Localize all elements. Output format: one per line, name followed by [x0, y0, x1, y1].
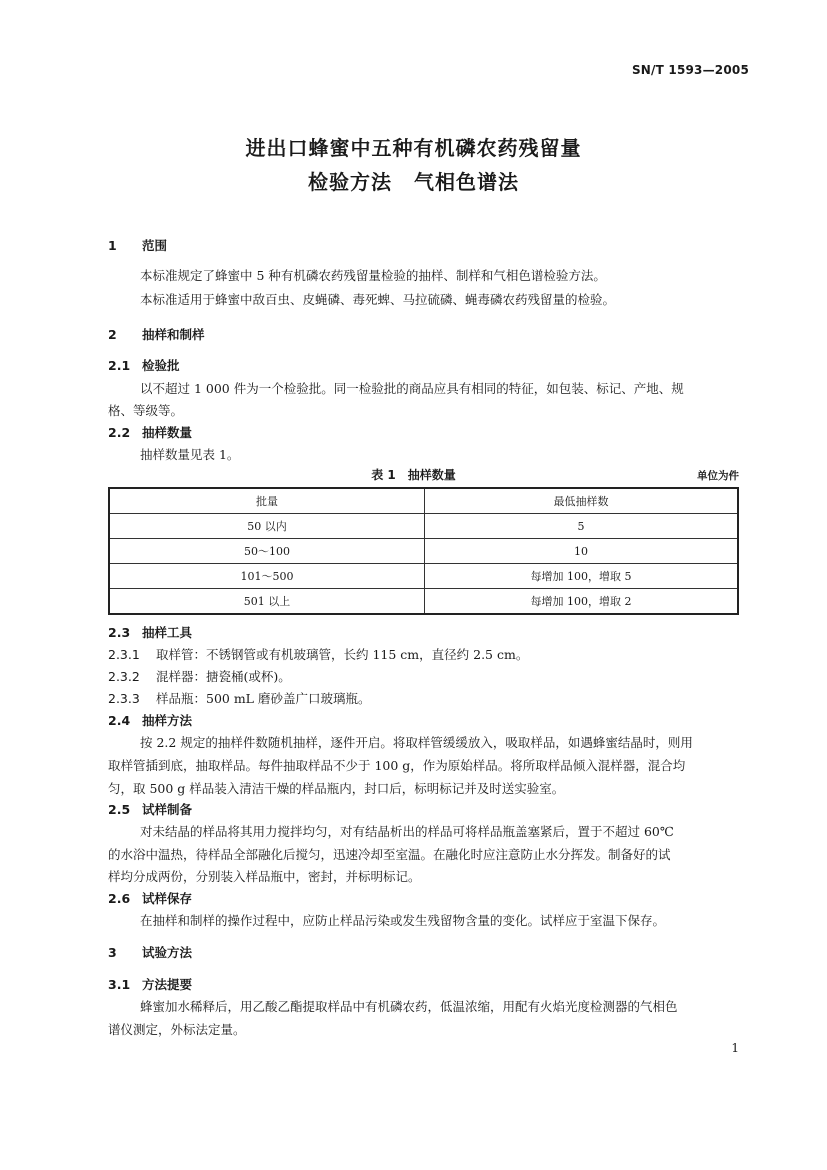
section-2-1-heading: 2.1 检验批 — [108, 358, 180, 373]
table-row — [109, 564, 738, 589]
table-cell: 每增加 100，增取 5 — [425, 564, 739, 589]
section-2-3-3-item: 2.3.3 样品瓶：500 mL 磨砂盖广口玻璃瓶。 — [108, 691, 371, 706]
section-2-3-1-item: 2.3.1 取样管：不锈钢管或有机玻璃管，长约 115 cm，直径约 2.5 cm。 — [108, 647, 529, 662]
document-title-line2 — [0, 166, 827, 195]
section-3-1-line-2: 谱仪测定，外标法定量。 — [108, 1022, 246, 1037]
section-2-6-heading: 2.6 试样保存 — [108, 891, 193, 906]
section-1-heading: 1 范围 — [108, 238, 168, 253]
table-cell: 5 — [425, 514, 739, 539]
section-2-2-paragraph: 抽样数量见表 1。 — [140, 447, 240, 462]
section-2-6-paragraph: 在抽样和制样的操作过程中，应防止样品污染或发生残留物含量的变化。试样应于室温下保存。 — [140, 913, 666, 928]
table-row — [109, 514, 738, 539]
table-row — [109, 539, 738, 564]
section-2-5-line-3: 样均分成两份，分别装入样品瓶中，密封，并标明标记。 — [108, 869, 421, 884]
table-cell: 101～500 — [109, 564, 425, 589]
table-header-min-samples: 最低抽样数 — [425, 488, 739, 514]
section-2-4-line-1: 按 2.2 规定的抽样件数随机抽样，逐件开启。将取样管缓缓放入，吸取样品，如遇蜂蜜结晶时，则用 — [140, 735, 693, 750]
section-3-heading: 3 试验方法 — [108, 945, 193, 960]
sampling-table — [108, 487, 739, 615]
document-title-line1: 进出口蜂蜜中五种有机磷农药残留量 — [245, 136, 582, 160]
section-2-2-heading: 2.2 抽样数量 — [108, 425, 193, 440]
title-part-b: 气相色谱法 — [414, 170, 519, 194]
table-cell: 50～100 — [109, 539, 425, 564]
title-part-a: 检验方法 — [308, 170, 392, 194]
section-1-paragraph-1: 本标准规定了蜂蜜中 5 种有机磷农药残留量检验的抽样、制样和气相色谱检验方法。 — [140, 268, 606, 283]
section-2-heading: 2 抽样和制样 — [108, 327, 205, 342]
section-2-4-heading: 2.4 抽样方法 — [108, 713, 193, 728]
table-caption: 表 1 抽样数量 — [371, 468, 456, 482]
section-2-3-heading: 2.3 抽样工具 — [108, 625, 193, 640]
standard-code: SN/T 1593—2005 — [631, 63, 749, 77]
section-1-paragraph-2: 本标准适用于蜂蜜中敌百虫、皮蝇磷、毒死蜱、马拉硫磷、蝇毒磷农药残留量的检验。 — [140, 292, 616, 307]
section-3-1-heading: 3.1 方法提要 — [108, 977, 193, 992]
section-2-1-line-1: 以不超过 1 000 件为一个检验批。同一检验批的商品应具有相同的特征，如包装、标记、产地、规 — [140, 381, 684, 396]
table-row — [109, 589, 738, 615]
table-cell: 50 以内 — [109, 514, 425, 539]
section-2-4-line-3: 匀，取 500 g 样品装入清洁干燥的样品瓶内，封口后，标明标记并及时送实验室。 — [108, 781, 565, 796]
section-2-5-heading: 2.5 试样制备 — [108, 802, 193, 817]
table-cell: 每增加 100，增取 2 — [425, 589, 739, 615]
section-2-5-line-2: 的水浴中温热，待样品全部融化后搅匀，迅速冷却至室温。在融化时应注意防止水分挥发。制备好的试 — [108, 847, 671, 862]
table-unit: 单位为件 — [697, 470, 739, 482]
section-2-1-line-2: 格、等级等。 — [108, 403, 184, 418]
section-2-3-2-item: 2.3.2 混样器：搪瓷桶(或杯)。 — [108, 669, 291, 684]
page-number: 1 — [731, 1041, 739, 1055]
section-3-1-line-1: 蜂蜜加水稀释后，用乙酸乙酯提取样品中有机磷农药，低温浓缩，用配有火焰光度检测器的气相色 — [140, 999, 678, 1014]
table-cell: 501 以上 — [109, 589, 425, 615]
section-2-4-line-2: 取样管插到底，抽取样品。每件抽取样品不少于 100 g，作为原始样品。将所取样品倾入混样器，混合均 — [108, 758, 686, 773]
section-2-5-line-1: 对未结晶的样品将其用力搅拌均匀，对有结晶析出的样品可将样品瓶盖塞紧后，置于不超过 60℃ — [140, 824, 674, 839]
table-header-batch: 批量 — [109, 488, 425, 514]
table-header-row — [109, 488, 738, 514]
table-cell: 10 — [425, 539, 739, 564]
